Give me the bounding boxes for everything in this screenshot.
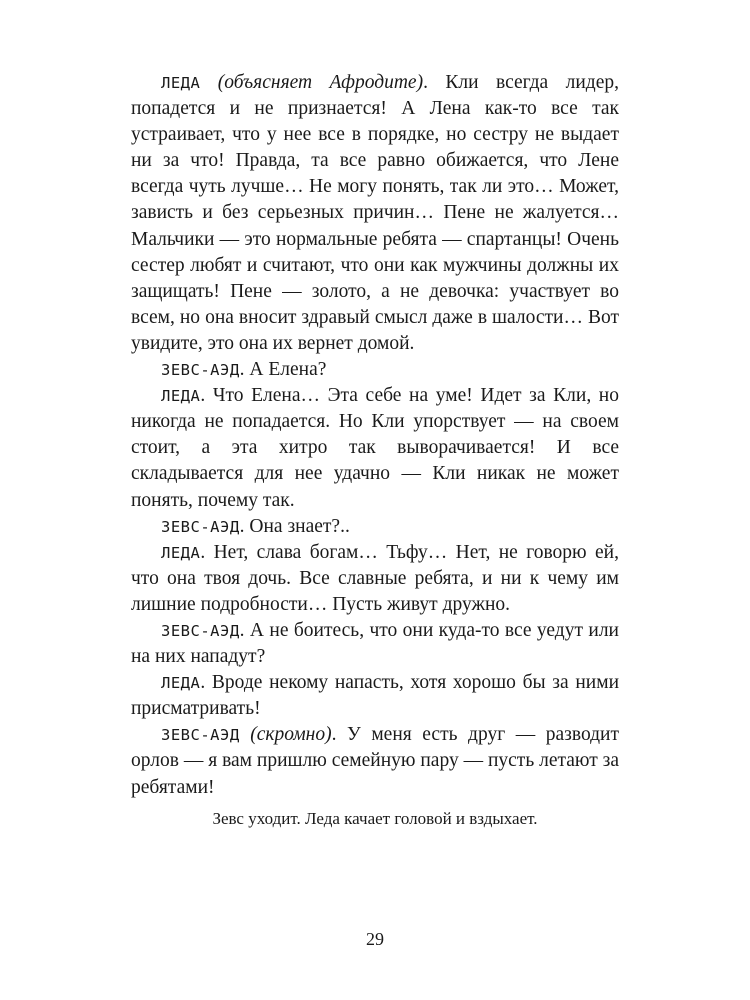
line-text: . У меня есть друг — разводит орлов — я вам пришлю семейную пару — пусть летают за ребятами! [131,724,620,798]
line-text: . Что Елена… Эта себе на уме! Идет за Кли, но никогда не попадается. Но Кли упорствует — на своем стоит, а эта хитро так выворачивается! И все складывается для нее удачно — Кли никак не может понять, почему так. [131,385,619,511]
speaker-name: ЛЕДА [161,387,201,406]
speaker-name: ЗЕВС-АЭД [161,621,240,640]
speaker-name: ЗЕВС-АЭД [161,726,240,745]
speaker-name: ЛЕДА [161,674,201,693]
stage-direction: Зевс уходит. Леда качает головой и вздыхает. [212,809,538,828]
dialogue-line [131,383,619,513]
dialogue-line [131,722,619,800]
dialogue-line [131,357,619,383]
page-number: 29 [366,929,384,949]
page-text [131,70,619,801]
speaker-name: ЗЕВС-АЭД [161,361,240,380]
speaker-name: ЛЕДА [161,74,201,92]
dialogue-line [131,70,619,357]
dialogue-line [131,540,619,618]
dialogue-line [131,514,619,540]
line-text: . А Елена? [239,359,327,381]
line-text: . Кли всегда лидер, попадется и не признается! А Лена как-то все так устраивает, что у нее все в порядке, но сестру не выдает ни за что! Правда, та все равно обижается, что Лене всегда чуть лучше… Не могу понять, так ли это… Может, зависть и без серьезных причин… Пене не жалуется… Мальчики — это нормальные ребята — спартанцы! Очень сестер любят и считают, что они как мужчины должны их защищать! Пене — золото, а не девочка: участвует во всем, но она вносит здравый смысл даже в шалости… Вот увидите, это она их вернет домой. [131,72,620,354]
dialogue-line [131,618,619,670]
line-text: . Вроде некому напасть, хотя хорошо бы за ними присматривать! [131,672,619,720]
line-text: . А не боитесь, что они куда-то все уедут или на них нападут? [131,619,619,668]
stage-remark: (скромно) [250,724,332,746]
line-text: . Нет, слава богам… Тьфу… Нет, не говорю ей, что она твоя дочь. Все славные ребята, и ни к чему им лишние подробности… Пусть живут дружно. [131,541,619,615]
speaker-name: ЛЕДА [161,543,201,562]
stage-remark: (объясняет Афродите) [217,72,424,93]
dialogue-line [131,670,619,722]
speaker-name: ЗЕВС-АЭД [161,517,240,536]
line-text: . Она знает?.. [239,515,350,537]
